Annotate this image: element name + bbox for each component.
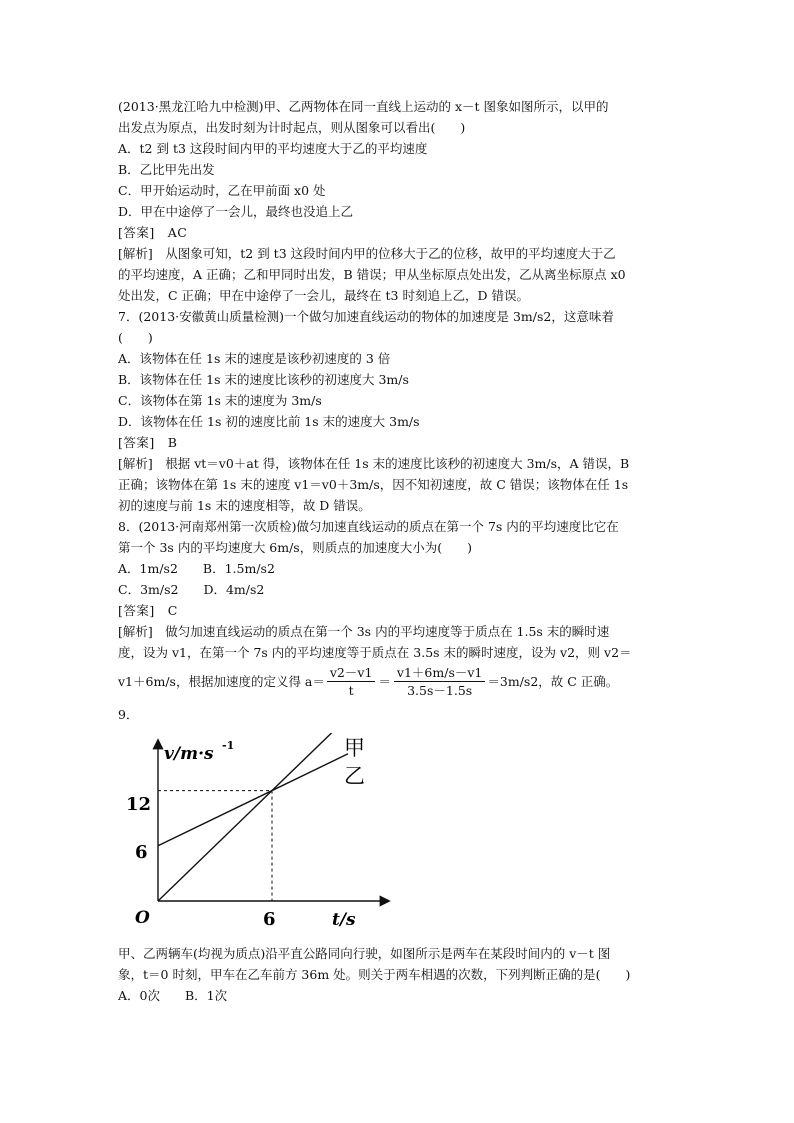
fraction-1-denominator: t bbox=[348, 683, 354, 698]
answer-label: [答案] B bbox=[118, 435, 178, 450]
question-text: 8．(2013·河南郑州第一次质检)做匀加速直线运动的质点在第一个 7s 内的平均速度比它在 bbox=[118, 519, 619, 534]
problem-8-block bbox=[118, 516, 680, 698]
formula-suffix: ＝3m/s2，故 C 正确。 bbox=[487, 674, 619, 689]
problem-9-block bbox=[118, 704, 680, 1006]
text-line: (2013·黑龙江哈九中检测)甲、乙两物体在同一直线上运动的 x－t 图象如图所示，以甲的 bbox=[118, 99, 609, 114]
vt-graph bbox=[118, 733, 680, 937]
option-b: B．乙比甲先出发 bbox=[118, 162, 215, 177]
y-axis-label: v/m·s bbox=[164, 744, 214, 764]
fraction-1-numerator: v2－v1 bbox=[327, 665, 376, 682]
origin-label: O bbox=[135, 908, 150, 928]
analysis-text: 正确；该物体在第 1s 末的速度 v1＝v0＋3m/s，因不知初速度，故 C 错误；该物体在任 1s bbox=[118, 477, 629, 492]
document-page bbox=[118, 96, 680, 1006]
question-number: 9． bbox=[118, 707, 139, 722]
question-text: ( ) bbox=[118, 330, 153, 345]
tick-label-y-12: 12 bbox=[126, 794, 152, 815]
formula-prefix: v1＋6m/s，根据加速度的定义得 a＝ bbox=[118, 674, 325, 689]
tick-label-x-6: 6 bbox=[263, 909, 276, 930]
text-line: 出发点为原点，出发时刻为计时起点，则从图象可以看出( ) bbox=[118, 120, 466, 135]
y-axis-exponent: -1 bbox=[222, 739, 235, 752]
option-b: B．该物体在任 1s 末的速度比该秒的初速度大 3m/s bbox=[118, 372, 409, 387]
analysis-text: 的平均速度，A 正确；乙和甲同时出发，B 错误；甲从坐标原点处出发，乙从离坐标原点 x0 bbox=[118, 267, 626, 282]
options-ab: A．0次 B．1次 bbox=[118, 988, 228, 1003]
question-text: 第一个 3s 内的平均速度大 6m/s，则质点的加速度大小为( ) bbox=[118, 540, 472, 555]
fraction-2-numerator: v1＋6m/s－v1 bbox=[394, 665, 485, 682]
options-ab: A．1m/s2 B．1.5m/s2 bbox=[118, 561, 275, 576]
fraction-2 bbox=[394, 665, 485, 698]
fraction-2-denominator: 3.5s－1.5s bbox=[407, 683, 473, 698]
problem-7-block bbox=[118, 306, 680, 516]
tick-label-y-6: 6 bbox=[135, 842, 148, 863]
question-text: 象，t＝0 时刻，甲车在乙车前方 36m 处。则关于两车相遇的次数，下列判断正确的是( ) bbox=[118, 967, 631, 982]
option-a: A．该物体在任 1s 末的速度是该秒初速度的 3 倍 bbox=[118, 351, 391, 366]
equals-sign: ＝ bbox=[378, 674, 391, 689]
vt-graph-svg bbox=[118, 733, 408, 933]
options-cd: C．3m/s2 D．4m/s2 bbox=[118, 582, 265, 597]
formula-line bbox=[118, 665, 680, 698]
option-d: D．该物体在任 1s 初的速度比前 1s 末的速度大 3m/s bbox=[118, 414, 420, 429]
problem-6-block bbox=[118, 96, 680, 306]
analysis-text: 处出发，C 正确；甲在中途停了一会儿，最终在 t3 时刻追上乙，D 错误。 bbox=[118, 288, 529, 303]
answer-label: [答案] AC bbox=[118, 225, 188, 240]
option-c: C．该物体在第 1s 末的速度为 3m/s bbox=[118, 393, 322, 408]
x-axis-label: t/s bbox=[332, 910, 356, 930]
analysis-text: 度，设为 v1，在第一个 7s 内的平均速度等于质点在 3.5s 末的瞬时速度，设为 v2，则 v2＝ bbox=[118, 645, 632, 660]
question-text: 7．(2013·安徽黄山质量检测)一个做匀加速直线运动的物体的加速度是 3m/s2，这意味着 bbox=[118, 309, 614, 324]
option-d: D．甲在中途停了一会儿，最终也没追上乙 bbox=[118, 204, 354, 219]
series-line-yi bbox=[158, 754, 348, 846]
series-label-yi: 乙 bbox=[344, 764, 365, 788]
analysis-text: [解析] 从图象可知，t2 到 t3 这段时间内甲的位移大于乙的位移，故甲的平均速度大于乙 bbox=[118, 246, 616, 261]
fraction-1 bbox=[327, 665, 376, 698]
analysis-text: [解析] 做匀加速直线运动的质点在第一个 3s 内的平均速度等于质点在 1.5s 末的瞬时速 bbox=[118, 624, 610, 639]
series-label-jia: 甲 bbox=[344, 736, 365, 760]
option-a: A．t2 到 t3 这段时间内甲的平均速度大于乙的平均速度 bbox=[118, 141, 428, 156]
answer-label: [答案] C bbox=[118, 603, 178, 618]
analysis-text: [解析] 根据 vt＝v0＋at 得，该物体在任 1s 末的速度比该秒的初速度大 3m/s，A 错误，B bbox=[118, 456, 630, 471]
analysis-text: 初的速度与前 1s 末的速度相等，故 D 错误。 bbox=[118, 498, 371, 513]
question-text: 甲、乙两辆车(均视为质点)沿平直公路同向行驶，如图所示是两车在某段时间内的 v－t 图 bbox=[118, 946, 611, 961]
option-c: C．甲开始运动时，乙在甲前面 x0 处 bbox=[118, 183, 326, 198]
